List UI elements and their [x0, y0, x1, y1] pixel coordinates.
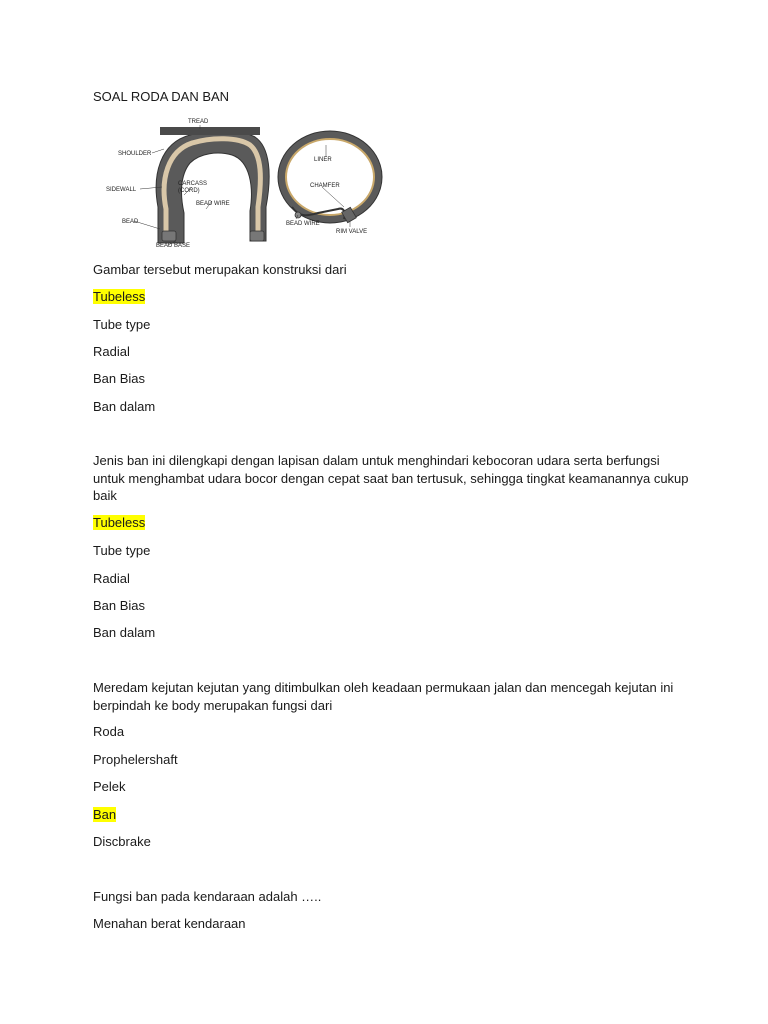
- question-1-option-5: Ban dalam: [93, 399, 156, 414]
- label-bead-wire-left: BEAD WIRE: [196, 201, 230, 207]
- question-1-option-3: Radial: [93, 344, 130, 359]
- label-tread: TREAD: [188, 119, 209, 125]
- label-shoulder: SHOULDER: [118, 151, 152, 157]
- label-carcass: CARCASS: [178, 181, 208, 187]
- label-chamfer: CHAMFER: [310, 183, 340, 189]
- label-cord: (CORD): [178, 188, 200, 194]
- label-bead-wire-right: BEAD WIRE: [286, 221, 320, 227]
- question-1-text: Gambar tersebut merupakan konstruksi dari: [93, 262, 347, 277]
- question-2-option-1: [93, 514, 145, 531]
- question-4-option-1: Menahan berat kendaraan: [93, 916, 246, 931]
- document-title: SOAL RODA DAN BAN: [93, 89, 230, 104]
- question-3-option-4: [93, 806, 116, 823]
- highlighted-answer: Ban: [93, 807, 117, 822]
- question-3-option-1: Roda: [93, 724, 125, 739]
- highlighted-answer: Tubeless: [93, 289, 146, 304]
- label-liner: LINER: [314, 157, 332, 163]
- question-1-option-4: Ban Bias: [93, 371, 146, 386]
- question-2-option-2: Tube type: [93, 543, 151, 558]
- question-2-option-3: Radial: [93, 571, 130, 586]
- label-sidewall: SIDEWALL: [106, 187, 137, 193]
- tire-cross-section-icon: [156, 127, 269, 243]
- tubeless-tire-rim-icon: [278, 131, 382, 223]
- question-1-option-2: Tube type: [93, 317, 151, 332]
- label-rim-valve: RIM VALVE: [336, 229, 368, 235]
- question-3-option-5: Discbrake: [93, 834, 151, 849]
- question-3-text: Meredam kejutan kejutan yang ditimbulkan oleh keadaan permukaan jalan dan mencegah kejutan ini berpindah ke body merupakan fungsi dari: [93, 680, 674, 713]
- question-2-option-5: Ban dalam: [93, 625, 156, 640]
- question-1-option-1: [93, 288, 145, 305]
- highlighted-answer: Tubeless: [93, 515, 146, 530]
- label-bead-base: BEAD BASE: [156, 243, 191, 249]
- question-4-text: Fungsi ban pada kendaraan adalah …..: [93, 889, 322, 904]
- tire-construction-figure: [100, 115, 390, 255]
- question-2-option-4: Ban Bias: [93, 598, 146, 613]
- question-3-option-3: Pelek: [93, 779, 126, 794]
- label-bead: BEAD: [122, 219, 139, 225]
- question-3-option-2: Prophelershaft: [93, 752, 178, 767]
- question-2-text: Jenis ban ini dilengkapi dengan lapisan dalam untuk menghindari kebocoran udara serta berfungsi untuk menghambat udara bocor dengan cepat saat ban tertusuk, sehingga tingkat keamanannya cukup baik: [93, 453, 689, 503]
